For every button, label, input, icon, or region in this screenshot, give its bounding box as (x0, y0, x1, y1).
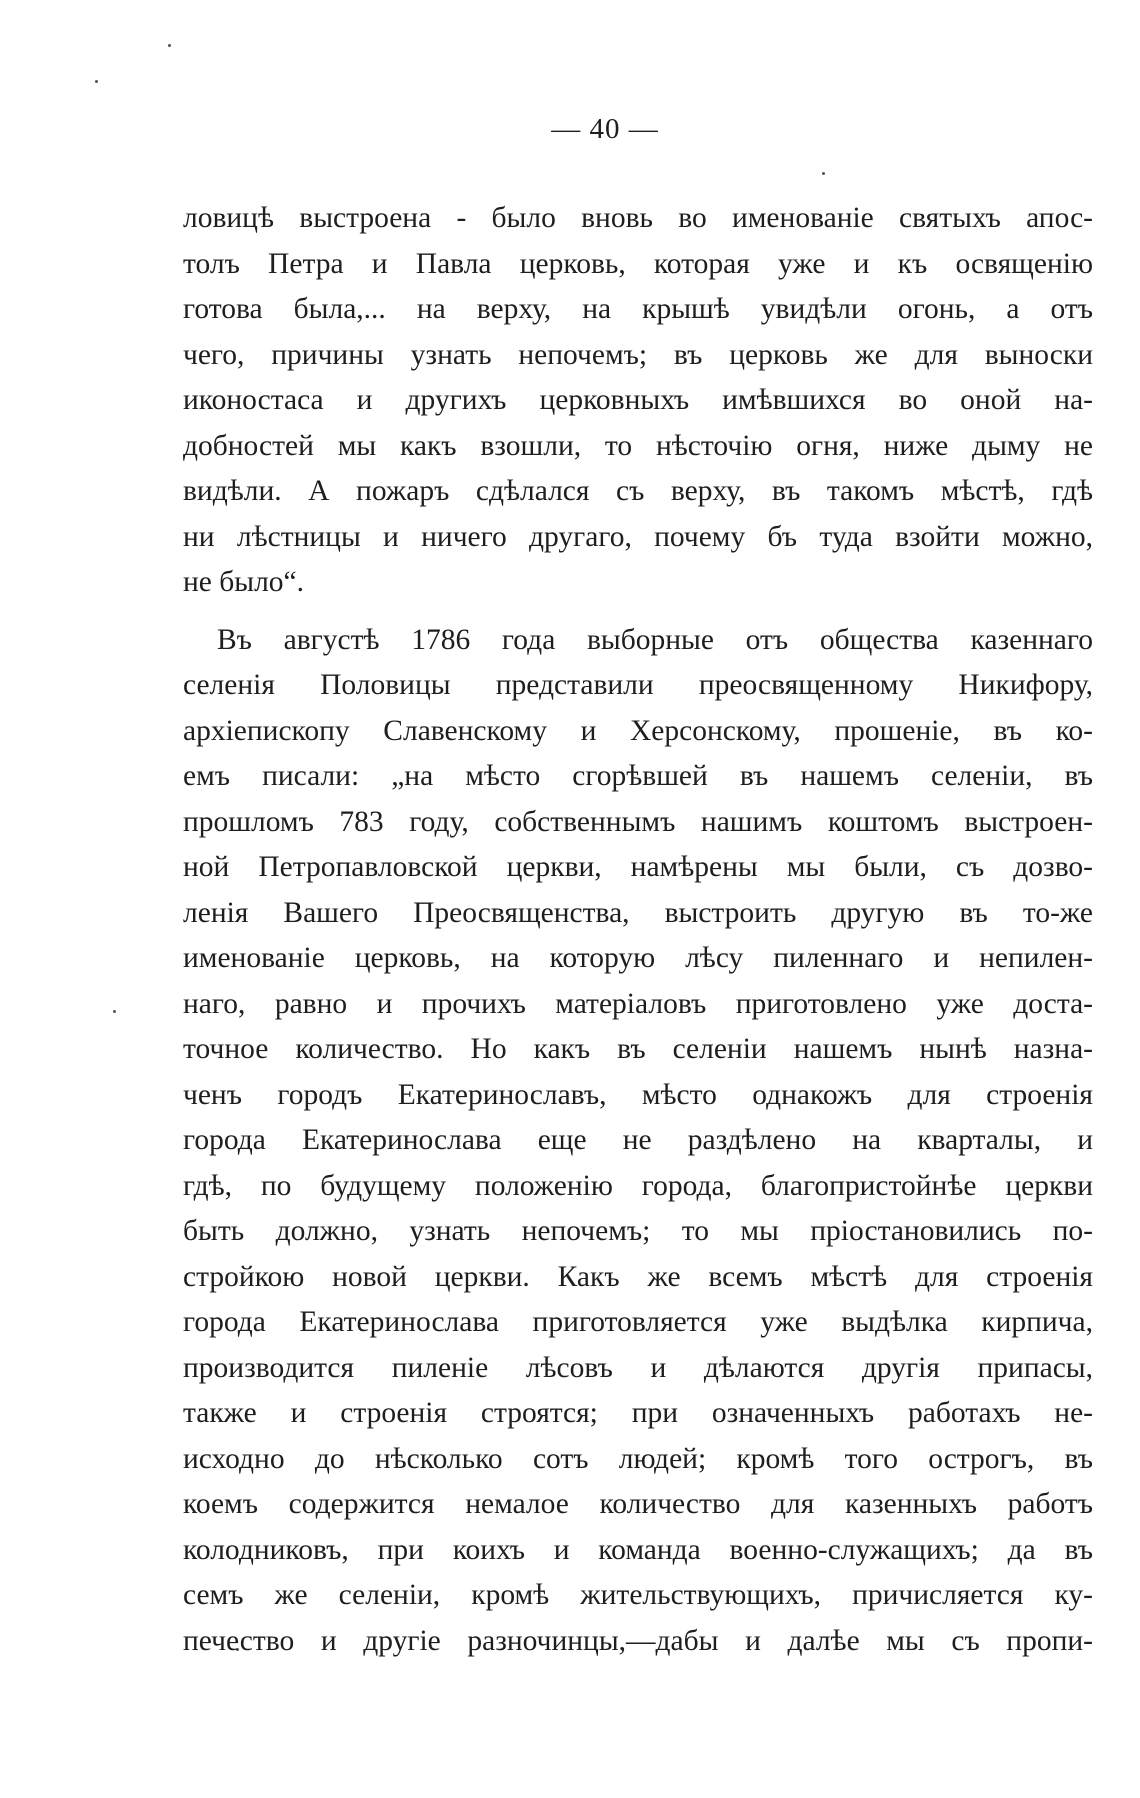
text-line: точное количество. Но какъ въ селеніи нашемъ нынѣ назна- (183, 1033, 1093, 1065)
text-line: ченъ городъ Екатеринославъ, мѣсто однакожъ для строенія (183, 1078, 1093, 1111)
text-line: исходно до нѣсколько сотъ людей; кромѣ того острогъ, въ (183, 1442, 1093, 1475)
text-line: именованіе церковь, на которую лѣсу пиленнаго и непилен- (183, 942, 1093, 974)
text-line: ловицѣ выстроена - было вновь во именованіе святыхъ апос- (183, 202, 1093, 234)
text-line: архіепископу Славенскому и Херсонскому, прошеніе, въ ко- (183, 714, 1093, 747)
text-line: селенія Половицы представили преосвященному Никифору, (183, 669, 1093, 701)
paper-speck (95, 80, 98, 83)
text-line: не было“. (183, 566, 305, 598)
text-line: семъ же селеніи, кромѣ жительствующихъ, причисляется ку- (183, 1579, 1093, 1611)
text-line: емъ писали: „на мѣсто сгорѣвшей въ нашемъ селеніи, въ (183, 760, 1093, 792)
body-text (183, 196, 1093, 1664)
text-line: коемъ содержится немалое количество для казенныхъ работъ (183, 1488, 1093, 1520)
text-line: толъ Петра и Павла церковь, которая уже и къ освященію (183, 247, 1093, 280)
paper-speck (168, 44, 171, 47)
text-line: также и строенія строятся; при означенныхъ работахъ не- (183, 1397, 1093, 1429)
text-line: готова была,... на верху, на крышѣ увидѣли огонь, а отъ (183, 293, 1093, 325)
paragraph-2 (183, 618, 1093, 1665)
text-line: колодниковъ, при коихъ и команда военно-служащихъ; да въ (183, 1533, 1093, 1566)
text-line: производится пиленіе лѣсовъ и дѣлаются другія припасы, (183, 1351, 1093, 1384)
text-line: быть должно, узнать непочемъ; то мы пріостановились по- (183, 1215, 1093, 1247)
paper-speck (113, 1010, 116, 1013)
text-line: наго, равно и прочихъ матеріаловъ приготовлено уже доста- (183, 987, 1093, 1020)
text-line: прошломъ 783 году, собственнымъ нашимъ коштомъ выстроен- (183, 805, 1093, 838)
paper-speck (822, 172, 825, 175)
text-line: Въ августѣ 1786 года выборные отъ общества казеннаго (217, 623, 1093, 656)
text-line: иконостаса и другихъ церковныхъ имѣвшихся во оной на- (183, 384, 1093, 416)
paragraph-gap (183, 606, 1093, 618)
text-line: города Екатеринослава еще не раздѣлено на кварталы, и (183, 1124, 1093, 1156)
text-line: чего, причины узнать непочемъ; въ церковь же для выноски (183, 338, 1093, 371)
text-line: гдѣ, по будущему положенію города, благопристойнѣе церкви (183, 1169, 1093, 1202)
text-line: ни лѣстницы и ничего другаго, почему бъ туда взойти можно, (183, 520, 1093, 553)
text-line: видѣли. А пожаръ сдѣлался съ верху, въ такомъ мѣстѣ, гдѣ (183, 475, 1093, 507)
text-line: добностей мы какъ взошли, то нѣсточію огня, ниже дыму не (183, 429, 1093, 462)
text-line: стройкою новой церкви. Какъ же всемъ мѣстѣ для строенія (183, 1260, 1093, 1293)
paragraph-1 (183, 196, 1093, 606)
text-line: ной Петропавловской церкви, намѣрены мы были, съ дозво- (183, 851, 1093, 883)
text-line: ленія Вашего Преосвященства, выстроить другую въ то-же (183, 896, 1093, 929)
page-number: — 40 — (551, 113, 659, 145)
text-line: печество и другіе разночинцы,—дабы и далѣе мы съ пропи- (183, 1624, 1093, 1657)
text-line: города Екатеринослава приготовляется уже выдѣлка кирпича, (183, 1306, 1093, 1338)
